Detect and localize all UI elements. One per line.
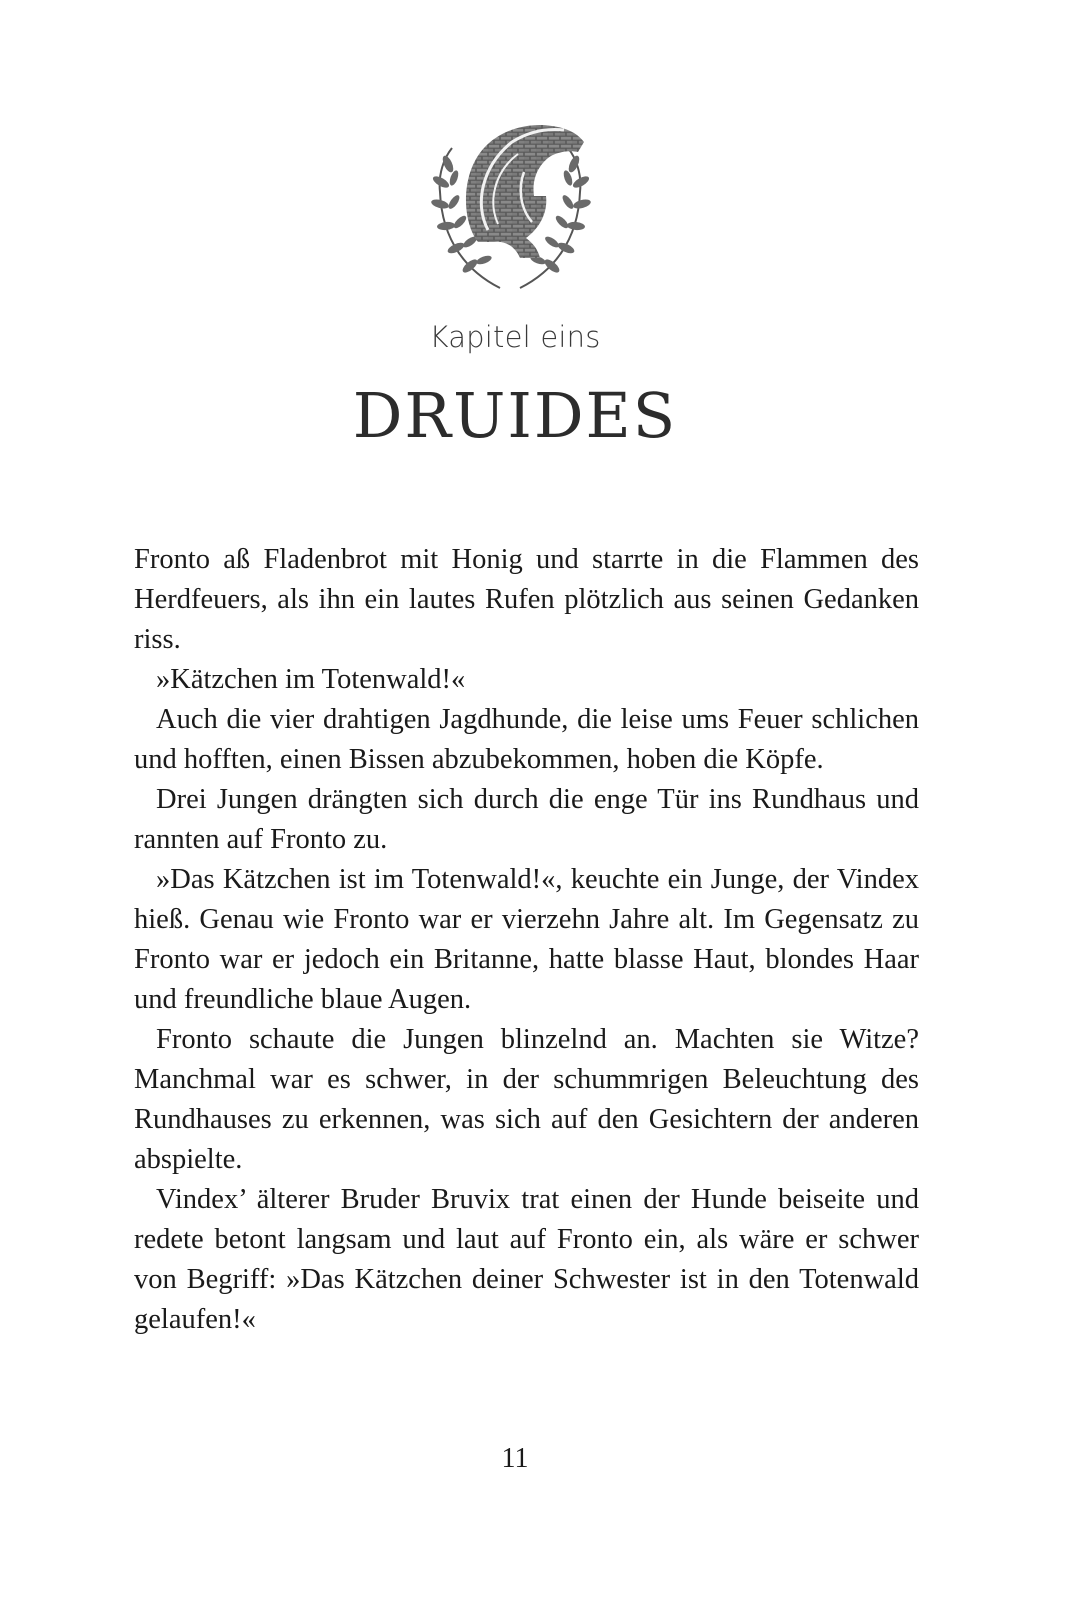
paragraph: »Das Kätzchen ist im Totenwald!«, keuchte ein Junge, der Vindex hieß. Genau wie Fronto war er vierzehn Jahre alt. Im Gegensatz zu Fronto war er jedoch ein Britanne, hatte blasse Haut, blondes Haar und freundliche blaue Augen. xyxy=(134,864,919,1015)
chapter-label: Kapitel eins xyxy=(429,320,601,354)
page-number: 11 xyxy=(501,1443,529,1474)
roman-helmet-laurel-wreath-icon xyxy=(428,112,594,294)
paragraph: »Kätzchen im Totenwald!« xyxy=(156,664,466,695)
paragraph: Fronto schaute die Jungen blinzelnd an. Machten sie Witze? Manchmal war es schwer, in der schummrigen Beleuchtung des Rundhauses zu erkennen, was sich auf den Gesichtern der anderen abspielte. xyxy=(134,1024,919,1175)
chapter-title: DRUIDES xyxy=(352,379,678,452)
chapter-body xyxy=(134,540,919,1340)
paragraph: Fronto aß Fladenbrot mit Honig und starrte in die Flammen des Herdfeuers, als ihn ein lautes Rufen plötzlich aus seinen Gedanken riss. xyxy=(134,544,919,655)
paragraph: Auch die vier drahtigen Jagdhunde, die leise ums Feuer schlichen und hofften, einen Bissen abzubekommen, hoben die Köpfe. xyxy=(134,704,919,775)
paragraph: Drei Jungen drängten sich durch die enge Tür ins Rundhaus und rannten auf Fronto zu. xyxy=(134,784,919,855)
paragraph: Vindex’ älterer Bruder Bruvix trat einen der Hunde beiseite und redete betont langsam und laut auf Fronto ein, als wäre er schwer von Begriff: »Das Kätzchen deiner Schwester ist in den Totenwald gelaufen!« xyxy=(134,1184,919,1335)
